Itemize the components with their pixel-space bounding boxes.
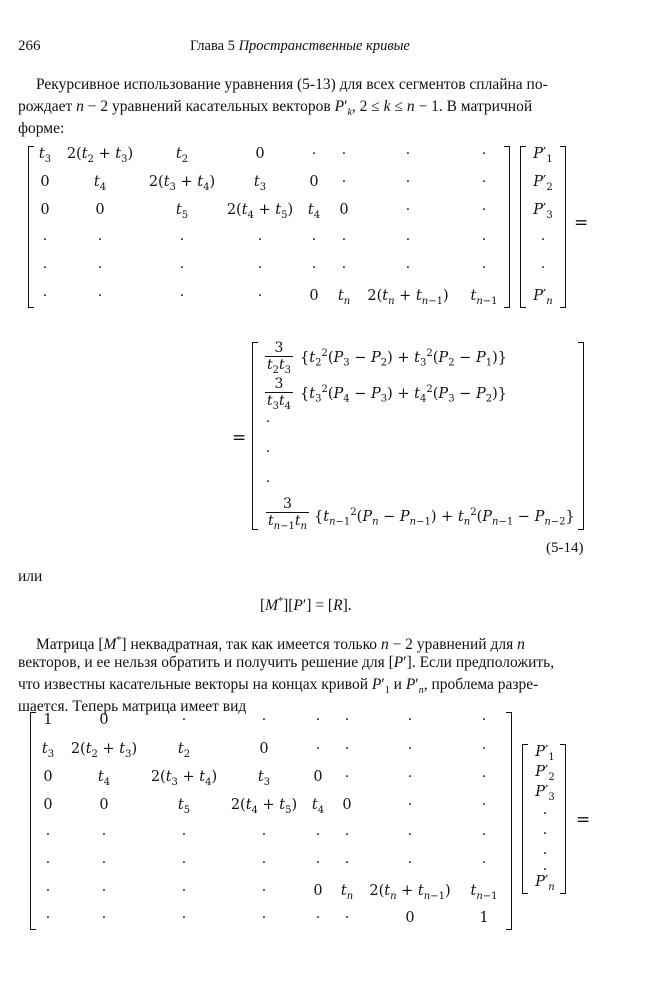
matrix-cell: 0 <box>40 202 50 218</box>
matrix-dot: · <box>257 288 263 304</box>
matrix-cell: $t_{n-1}$ <box>470 288 498 307</box>
matrix-dot: · <box>405 146 411 162</box>
equals-sign: = <box>576 810 591 830</box>
matrix-dot: · <box>179 288 185 304</box>
paragraph-line: что известны касательные векторы на концах кривой $P'_1$ и $P'_n$, проблема разре- <box>18 676 539 697</box>
matrix-cell: $t_4$ <box>97 769 111 788</box>
matrix-cell: $2(t_3 + t_4)$ <box>150 769 218 788</box>
matrix-cell: $t_4$ <box>93 174 107 193</box>
matrix-dot: · <box>97 260 103 276</box>
vector-bracket-right <box>560 744 566 894</box>
matrix-dot: · <box>481 855 487 871</box>
vector-entry: $P'_n$ <box>533 288 553 307</box>
running-header <box>190 38 410 55</box>
matrix-cell: 1 <box>43 712 53 728</box>
paragraph-line: векторов, и ее нельзя обратить и получить решение для [P′]. Если предположить, <box>18 654 555 671</box>
matrix-dot: · <box>344 827 350 843</box>
matrix-dot: · <box>344 741 350 757</box>
matrix-dot: · <box>101 855 107 871</box>
vector-entry: $P'_1$ <box>535 744 555 763</box>
matrix-dot: · <box>405 174 411 190</box>
vector-dot: · <box>540 232 546 248</box>
matrix-cell: $2(t_n + t_{n-1})$ <box>367 288 449 307</box>
matrix-cell: $t_3$ <box>38 146 52 165</box>
matrix-dot: · <box>341 146 347 162</box>
matrix-dot: · <box>407 712 413 728</box>
matrix-dot: · <box>261 712 267 728</box>
vector-r-entry-n: {$t_{n-1}^2(P_n - P_{n-1}) + t_n^2(P_{n-1} - P_{n-2}\}$ <box>314 507 575 528</box>
matrix-cell: 0 <box>313 769 323 785</box>
matrix-dot: · <box>344 712 350 728</box>
matrix-dot: · <box>101 883 107 899</box>
matrix-dot: · <box>257 232 263 248</box>
matrix-dot: · <box>407 769 413 785</box>
matrix-cell: $t_3$ <box>257 769 271 788</box>
vector-dot: · <box>542 846 548 862</box>
equals-sign: = <box>232 428 247 448</box>
matrix-dot: · <box>261 827 267 843</box>
vector-dot: · <box>265 414 271 430</box>
matrix-dot: · <box>344 769 350 785</box>
matrix-dot: · <box>481 174 487 190</box>
matrix-dot: · <box>179 232 185 248</box>
vector-dot: · <box>265 444 271 460</box>
matrix-dot: · <box>315 910 321 926</box>
vector-r-entry-2: $\{t_3^2(P_4 - P_3) + t_4^2(P_3 - P_2)\}$ <box>300 384 507 405</box>
matrix-dot: · <box>405 202 411 218</box>
matrix-dot: · <box>45 827 51 843</box>
paragraph-line: Матрица [M*] неквадратная, так как имеется только n − 2 уравнений для n <box>36 635 525 654</box>
vector-entry: $P'_2$ <box>535 764 555 783</box>
vector-entry: $P'_n$ <box>535 874 555 893</box>
matrix-cell: 0 <box>43 797 53 813</box>
matrix-cell: 1 <box>479 910 489 926</box>
matrix-dot: · <box>405 260 411 276</box>
matrix-dot: · <box>261 855 267 871</box>
matrix-dot: · <box>315 827 321 843</box>
matrix-cell: 0 <box>40 174 50 190</box>
matrix-dot: · <box>97 232 103 248</box>
matrix-bracket-left <box>28 146 34 308</box>
matrix-dot: · <box>341 260 347 276</box>
fraction: $\frac{3}{t_3t_4}$ <box>267 376 292 412</box>
matrix-dot: · <box>344 910 350 926</box>
matrix-cell: 0 <box>99 797 109 813</box>
matrix-cell: $2(t_2 + t_3)$ <box>70 741 138 760</box>
matrix-dot: · <box>42 288 48 304</box>
equals-sign: = <box>574 213 589 233</box>
matrix-cell: 0 <box>309 174 319 190</box>
vector-dot: · <box>265 474 271 490</box>
vector-r-entry-1: $\{t_2^2(P_3 - P_2) + t_3^2(P_2 - P_1)\}$ <box>300 348 507 369</box>
chapter-prefix: Глава 5 <box>190 38 235 54</box>
matrix-dot: · <box>181 712 187 728</box>
matrix-cell: 0 <box>43 769 53 785</box>
matrix-dot: · <box>341 174 347 190</box>
matrix-dot: · <box>42 260 48 276</box>
matrix-dot: · <box>481 232 487 248</box>
matrix-cell: 0 <box>313 883 323 899</box>
matrix-dot: · <box>101 827 107 843</box>
matrix-cell: $t_n$ <box>337 288 351 307</box>
matrix-cell: $t_5$ <box>177 797 191 816</box>
matrix-dot: · <box>481 769 487 785</box>
vector-dot: · <box>542 862 548 878</box>
fraction: $\frac{3}{t_{n-1}t_n}$ <box>268 496 307 532</box>
matrix-dot: · <box>481 260 487 276</box>
paragraph-line: Рекурсивное использование уравнения (5-13) для всех сегментов сплайна по- <box>36 76 548 93</box>
matrix-cell: $t_4$ <box>307 202 321 221</box>
vector-entry: $P'_3$ <box>533 202 553 221</box>
matrix-cell: 0 <box>255 146 265 162</box>
matrix-dot: · <box>407 741 413 757</box>
matrix-dot: · <box>315 741 321 757</box>
matrix-bracket-left <box>30 712 36 930</box>
matrix-dot: · <box>407 797 413 813</box>
matrix-dot: · <box>481 202 487 218</box>
matrix-dot: · <box>407 855 413 871</box>
vector-bracket-right <box>560 146 566 308</box>
vector-dot: · <box>540 260 546 276</box>
paragraph-line: форме: <box>18 120 65 137</box>
vector-entry: $P'_2$ <box>533 174 553 193</box>
matrix-bracket-right <box>504 146 510 308</box>
word-or: или <box>18 568 43 585</box>
matrix-cell: $t_4$ <box>311 797 325 816</box>
matrix-cell: $2(t_2 + t_3)$ <box>66 146 134 165</box>
matrix-dot: · <box>315 712 321 728</box>
matrix-cell: $t_2$ <box>175 146 189 165</box>
matrix-bracket-right <box>506 712 512 930</box>
matrix-dot: · <box>97 288 103 304</box>
matrix-dot: · <box>45 910 51 926</box>
matrix-dot: · <box>181 827 187 843</box>
matrix-cell: $t_n$ <box>340 883 354 902</box>
matrix-dot: · <box>407 827 413 843</box>
paragraph-line: рождает n − 2 уравнений касательных векторов $P'_k$, 2 ≤ k ≤ n − 1. В матричной <box>18 98 533 119</box>
matrix-cell: $2(t_4 + t_5)$ <box>226 202 294 221</box>
matrix-dot: · <box>179 260 185 276</box>
matrix-dot: · <box>481 797 487 813</box>
matrix-dot: · <box>481 146 487 162</box>
matrix-cell: $2(t_4 + t_5)$ <box>230 797 298 816</box>
vector-bracket-left <box>520 146 526 308</box>
matrix-cell: 0 <box>95 202 105 218</box>
matrix-dot: · <box>42 232 48 248</box>
vector-bracket-left <box>522 744 528 894</box>
matrix-dot: · <box>261 910 267 926</box>
equation-number: (5-14) <box>546 540 584 556</box>
matrix-cell: $t_5$ <box>175 202 189 221</box>
matrix-dot: · <box>101 910 107 926</box>
matrix-cell: 0 <box>99 712 109 728</box>
matrix-dot: · <box>181 883 187 899</box>
matrix-dot: · <box>181 855 187 871</box>
matrix-dot: · <box>315 855 321 871</box>
matrix-cell: 0 <box>342 797 352 813</box>
matrix-dot: · <box>481 741 487 757</box>
matrix-cell: $t_2$ <box>177 741 191 760</box>
matrix-cell: 0 <box>405 910 415 926</box>
vector-dot: · <box>542 826 548 842</box>
matrix-cell: $2(t_n + t_{n-1})$ <box>369 883 451 902</box>
matrix-dot: · <box>344 855 350 871</box>
matrix-equation: [M*][P′] = [R]. <box>260 596 352 615</box>
vector-dot: · <box>542 806 548 822</box>
matrix-dot: · <box>257 260 263 276</box>
matrix-dot: · <box>261 883 267 899</box>
matrix-dot: · <box>311 260 317 276</box>
matrix-cell: $t_3$ <box>41 741 55 760</box>
vector-entry: $P'_3$ <box>535 784 555 803</box>
matrix-cell: $t_{n-1}$ <box>470 883 498 902</box>
matrix-cell: 0 <box>339 202 349 218</box>
matrix-dot: · <box>311 146 317 162</box>
matrix-dot: · <box>481 827 487 843</box>
matrix-dot: · <box>341 232 347 248</box>
fraction: $\frac{3}{t_2t_3}$ <box>267 340 292 376</box>
paragraph-line: шается. Теперь матрица имеет вид <box>18 698 247 715</box>
matrix-cell: $t_3$ <box>253 174 267 193</box>
page-number: 266 <box>18 38 41 54</box>
chapter-title: Пространственные кривые <box>238 38 410 54</box>
matrix-dot: · <box>405 232 411 248</box>
matrix-dot: · <box>45 883 51 899</box>
matrix-dot: · <box>311 232 317 248</box>
matrix-dot: · <box>481 712 487 728</box>
matrix-cell: $2(t_3 + t_4)$ <box>148 174 216 193</box>
matrix-cell: 0 <box>259 741 269 757</box>
vector-bracket-right <box>578 342 584 530</box>
matrix-dot: · <box>45 855 51 871</box>
matrix-cell: 0 <box>309 288 319 304</box>
vector-bracket-left <box>252 342 258 530</box>
vector-entry: $P'_1$ <box>533 146 553 165</box>
matrix-dot: · <box>181 910 187 926</box>
